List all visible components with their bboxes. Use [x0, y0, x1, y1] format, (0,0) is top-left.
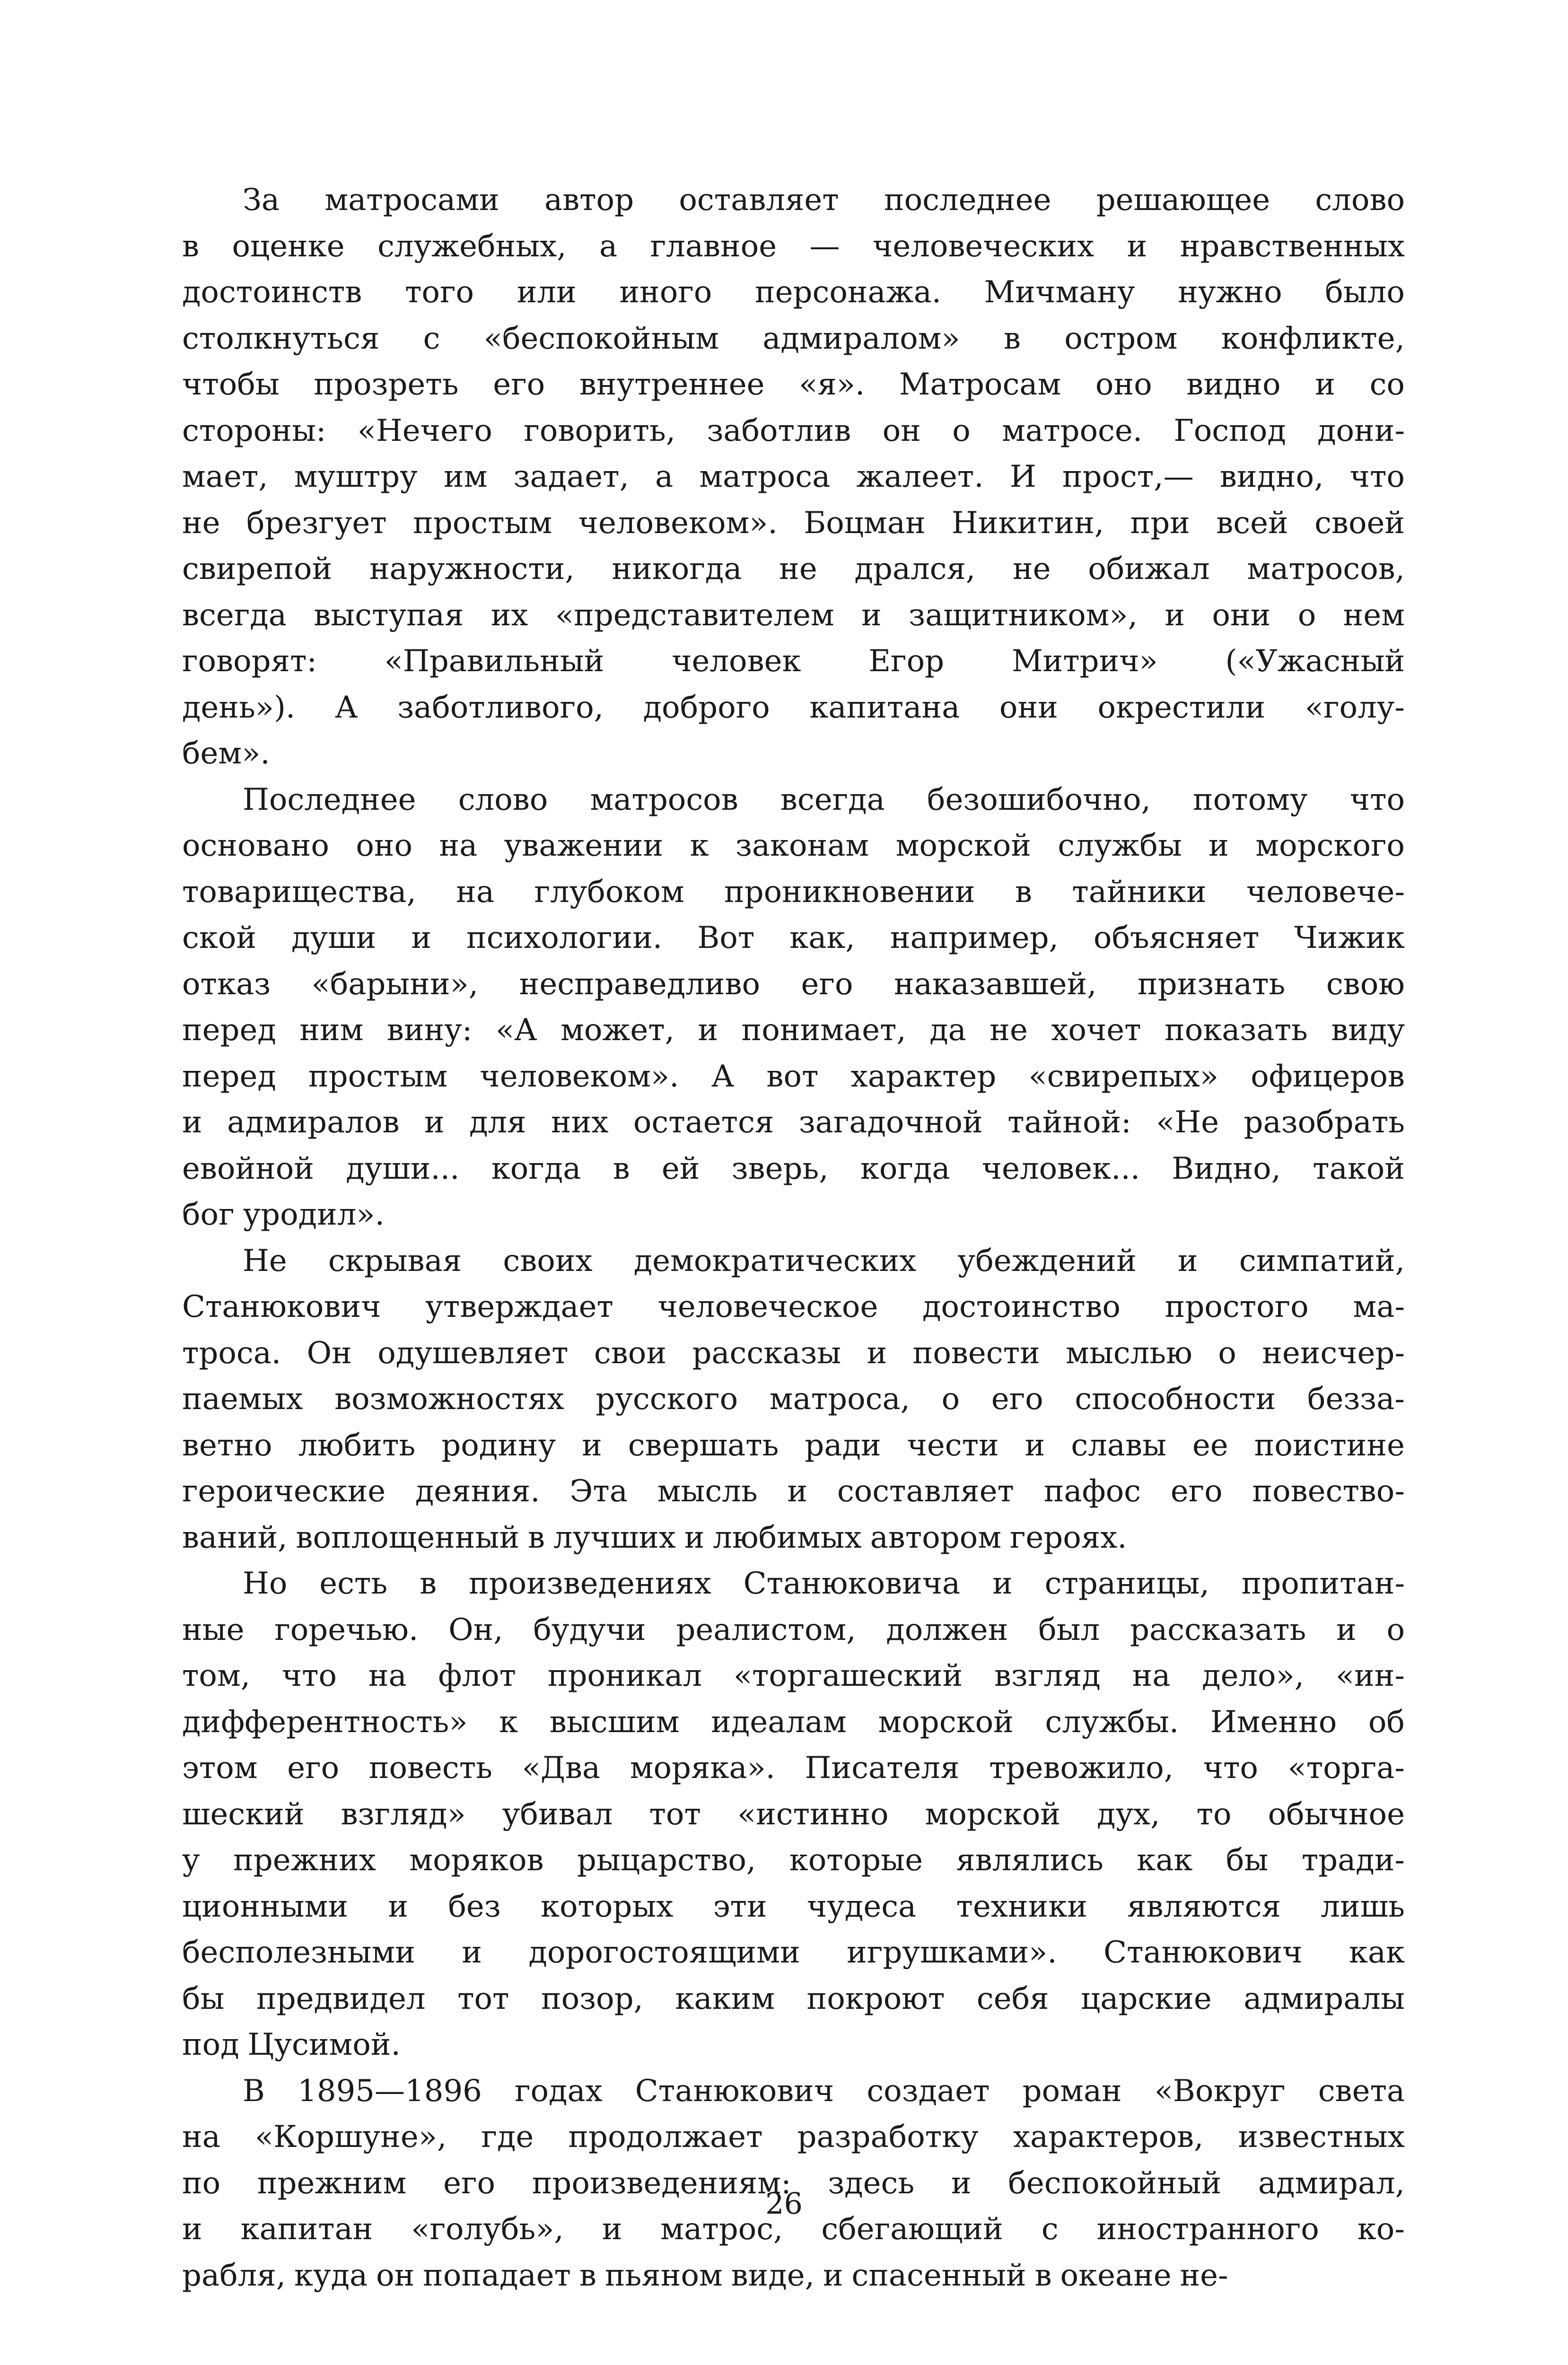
text-line: всегда выступая их «представителем и защитником», и они о нем: [182, 597, 1405, 633]
text-line: у прежних моряков рыцарство, которые являлись как бы тради-: [182, 1843, 1405, 1878]
text-line: ской души и психологии. Вот как, например, объясняет Чижик: [182, 920, 1405, 955]
text-line: отказ «барыни», несправедливо его наказавшей, признать свою: [182, 966, 1405, 1002]
text-line: Последнее слово матросов всегда безошибочно, потому что: [243, 782, 1405, 817]
text-line: мает, муштру им задает, а матроса жалеет. И прост,— видно, что: [182, 459, 1405, 494]
text-line: шеский взгляд» убивал тот «истинно морской дух, то обычное: [182, 1796, 1405, 1832]
text-line: ные горечью. Он, будучи реалистом, должен был рассказать и о: [182, 1612, 1405, 1647]
paragraph: [182, 777, 1405, 1238]
text-line: не брезгует простым человеком». Боцман Никитин, при всей своей: [182, 505, 1405, 541]
text-line: товарищества, на глубоком проникновении в тайники человече-: [182, 874, 1405, 910]
text-line: стороны: «Нечего говорить, заботлив он о матросе. Господ дони-: [182, 413, 1405, 448]
body-text: [182, 177, 1405, 2299]
text-line: в оценке служебных, а главное — человеческих и нравственных: [182, 228, 1405, 264]
text-line: по прежним его произведениям: здесь и беспокойный адмирал,: [182, 2165, 1405, 2201]
text-line: рабля, куда он попадает в пьяном виде, и спасенный в океане не-: [182, 2258, 1228, 2293]
text-line: перед простым человеком». А вот характер «свирепых» офицеров: [182, 1059, 1405, 1094]
text-line: день»). А заботливого, доброго капитана они окрестили «голу-: [182, 690, 1405, 725]
text-line: ваний, воплощенный в лучших и любимых автором героях.: [182, 1520, 1127, 1555]
text-line: героические деяния. Эта мысль и составляет пафос его повество-: [182, 1474, 1405, 1509]
text-line: перед ним вину: «А может, и понимает, да не хочет показать виду: [182, 1013, 1405, 1048]
text-line: том, что на флот проникал «торгашеский взгляд на дело», «ин-: [182, 1658, 1405, 1693]
text-line: говорят: «Правильный человек Егор Митрич» («Ужасный: [182, 644, 1405, 679]
text-line: Не скрывая своих демократических убеждений и симпатий,: [243, 1243, 1405, 1279]
text-line: бем».: [182, 736, 270, 771]
text-line: основано оно на уважении к законам морской службы и морского: [182, 828, 1405, 863]
paragraph: [182, 1561, 1405, 2068]
paragraph: [182, 2068, 1405, 2299]
text-line: Но есть в произведениях Станюковича и страницы, пропитан-: [243, 1566, 1405, 1601]
text-line: и капитан «голубь», и матрос, сбегающий с иностранного ко-: [182, 2212, 1405, 2247]
text-line: бы предвидел тот позор, каким покроют себя царские адмиралы: [182, 1981, 1405, 2016]
text-line: достоинств того или иного персонажа. Мичману нужно было: [182, 275, 1405, 310]
text-line: этом его повесть «Два моряка». Писателя тревожило, что «торга-: [182, 1751, 1405, 1786]
text-line: В 1895—1896 годах Станюкович создает роман «Вокруг света: [243, 2073, 1405, 2109]
text-line: За матросами автор оставляет последнее решающее слово: [243, 183, 1405, 218]
text-line: на «Коршуне», где продолжает разработку характеров, известных: [182, 2120, 1405, 2155]
page-number: 26: [765, 2186, 803, 2221]
paragraph: [182, 177, 1405, 777]
text-line: дифферентность» к высшим идеалам морской службы. Именно об: [182, 1704, 1405, 1740]
text-line: Станюкович утверждает человеческое достоинство простого ма-: [182, 1289, 1405, 1324]
text-line: троса. Он одушевляет свои рассказы и повести мыслью о неисчер-: [182, 1335, 1405, 1371]
text-line: и адмиралов и для них остается загадочной тайной: «Не разобрать: [182, 1105, 1405, 1140]
text-line: бог уродил».: [182, 1197, 385, 1232]
text-line: паемых возможностях русского матроса, о его способности безза-: [182, 1382, 1405, 1417]
text-line: столкнуться с «беспокойным адмиралом» в остром конфликте,: [182, 321, 1405, 356]
text-line: ветно любить родину и свершать ради чести и славы ее поистине: [182, 1428, 1405, 1463]
text-line: ционными и без которых эти чудеса техники являются лишь: [182, 1889, 1405, 1924]
text-line: под Цусимой.: [182, 2027, 401, 2062]
paragraph: [182, 1238, 1405, 1561]
text-line: евойной души... когда в ей зверь, когда человек... Видно, такой: [182, 1151, 1405, 1186]
text-line: чтобы прозреть его внутреннее «я». Матросам оно видно и со: [182, 367, 1405, 402]
text-line: бесполезными и дорогостоящими игрушками». Станюкович как: [182, 1935, 1405, 1970]
text-line: свирепой наружности, никогда не дрался, не обижал матросов,: [182, 552, 1405, 587]
